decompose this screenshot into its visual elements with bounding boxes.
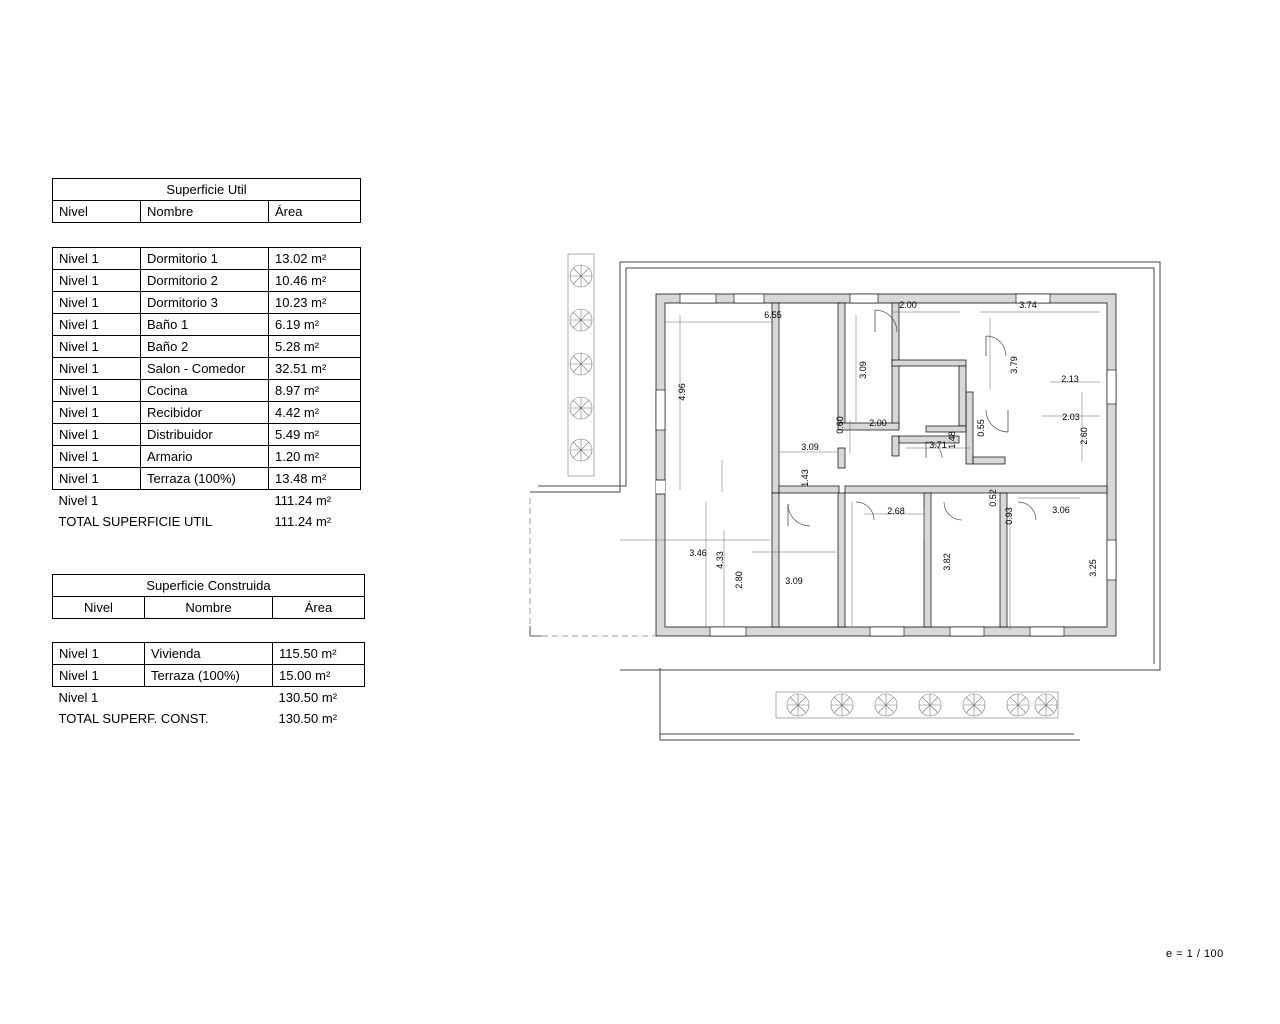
dim-2-68: 2.68 (887, 506, 905, 516)
scale-note: e = 1 / 100 (1166, 948, 1224, 960)
column-header-nombre: Nombre (141, 201, 269, 223)
cell-total-label: TOTAL SUPERFICIE UTIL (58, 514, 213, 529)
cell-area: 1.20 m² (269, 446, 361, 468)
column-header-nivel: Nivel (53, 201, 141, 223)
cell-nivel: Nivel 1 (53, 248, 141, 270)
cell-nivel: Nivel 1 (53, 643, 145, 665)
table-total-row (53, 511, 361, 532)
cell-nombre: Baño 2 (141, 336, 269, 358)
superficie-construida-block (52, 574, 365, 729)
dim-2-00-mid: 2.00 (869, 418, 887, 428)
cell-subtotal-nivel: Nivel 1 (58, 493, 99, 508)
superficie-util-title: Superficie Util (53, 179, 361, 201)
cell-total-label: TOTAL SUPERF. CONST. (58, 711, 209, 726)
cell-area: 15.00 m² (273, 665, 365, 687)
cell-subtotal-nombre (145, 687, 273, 709)
table-row (53, 292, 361, 314)
cell-nombre: Distribuidor (141, 424, 269, 446)
cell-nombre: Dormitorio 3 (141, 292, 269, 314)
table-row (53, 358, 361, 380)
cell-nombre: Terraza (100%) (141, 468, 269, 490)
cell-nivel: Nivel 1 (53, 270, 141, 292)
cell-area: 5.49 m² (269, 424, 361, 446)
interior-partitions (772, 303, 1107, 627)
dim-0-52: 0.52 (988, 489, 998, 507)
dim-0-60: 0.60 (835, 416, 845, 434)
dim-3-46: 3.46 (689, 548, 707, 558)
dim-2-13: 2.13 (1061, 374, 1079, 384)
dim-3-09-b: 3.09 (785, 576, 803, 586)
cell-area: 8.97 m² (269, 380, 361, 402)
cell-nombre: Recibidor (141, 402, 269, 424)
cell-total-area: 130.50 m² (278, 711, 338, 726)
cell-area: 115.50 m² (273, 643, 365, 665)
cell-nivel: Nivel 1 (53, 292, 141, 314)
dim-0-93: 0.93 (1004, 507, 1014, 525)
dim-3-09-a: 3.09 (801, 442, 819, 452)
terrace-outline (530, 498, 656, 636)
cell-subtotal-nivel: Nivel 1 (58, 690, 99, 705)
table-row (53, 380, 361, 402)
table-row (53, 314, 361, 336)
cell-area: 6.19 m² (269, 314, 361, 336)
table-header-row (53, 201, 361, 223)
dim-1-43: 1.43 (800, 469, 810, 487)
table-subtotal-row (53, 490, 361, 512)
house-walls (656, 294, 1116, 636)
column-header-nombre: Nombre (145, 597, 273, 619)
cell-area: 32.51 m² (269, 358, 361, 380)
dimension-labels (677, 300, 1098, 589)
dim-2-00-top: 2.00 (899, 300, 917, 310)
cell-subtotal-nombre (141, 490, 269, 512)
dim-4-33: 4.33 (715, 551, 725, 569)
table-row (53, 665, 365, 687)
dim-4-96: 4.96 (677, 383, 687, 401)
superficie-construida-rows (52, 642, 365, 729)
floor-plan-svg (520, 240, 1220, 760)
table-row (53, 468, 361, 490)
column-header-area: Área (269, 201, 361, 223)
cell-nombre: Cocina (141, 380, 269, 402)
column-header-area: Área (273, 597, 365, 619)
dim-1-48: 1.48 (947, 431, 957, 449)
superficie-construida-title: Superficie Construida (53, 575, 365, 597)
cell-nivel: Nivel 1 (53, 446, 141, 468)
table-row (53, 402, 361, 424)
superficie-util-rows (52, 247, 361, 532)
cell-nombre: Dormitorio 1 (141, 248, 269, 270)
floor-plan-drawing (520, 240, 1220, 760)
cell-nivel: Nivel 1 (53, 402, 141, 424)
dim-3-82: 3.82 (942, 553, 952, 571)
windows (656, 294, 1116, 636)
superficie-util-table (52, 178, 361, 223)
cell-nivel: Nivel 1 (53, 314, 141, 336)
cell-area: 10.46 m² (269, 270, 361, 292)
hedge-left (568, 254, 594, 476)
cell-nivel: Nivel 1 (53, 336, 141, 358)
table-row (53, 446, 361, 468)
cell-nombre: Baño 1 (141, 314, 269, 336)
terrace-corner (530, 626, 542, 636)
table-total-row (53, 708, 365, 729)
cell-nombre: Armario (141, 446, 269, 468)
cell-nivel: Nivel 1 (53, 380, 141, 402)
dim-2-80: 2.80 (734, 571, 744, 589)
cell-subtotal-area: 111.24 m² (274, 493, 332, 508)
dim-3-06: 3.06 (1052, 505, 1070, 515)
table-row (53, 270, 361, 292)
table-row (53, 336, 361, 358)
dim-3-71: 3.71 (929, 440, 947, 450)
table-title-row (53, 575, 365, 597)
table-row (53, 643, 365, 665)
dim-0-55: 0.55 (976, 419, 986, 437)
dim-3-25: 3.25 (1088, 559, 1098, 577)
cell-nivel: Nivel 1 (53, 665, 145, 687)
hedge-bottom (776, 692, 1058, 718)
dim-3-74: 3.74 (1019, 300, 1037, 310)
dim-2-03: 2.03 (1062, 412, 1080, 422)
cell-area: 13.02 m² (269, 248, 361, 270)
cell-nombre: Vivienda (145, 643, 273, 665)
cell-nombre: Salon - Comedor (141, 358, 269, 380)
cell-area: 10.23 m² (269, 292, 361, 314)
table-title-row (53, 179, 361, 201)
table-row (53, 248, 361, 270)
cell-nombre: Dormitorio 2 (141, 270, 269, 292)
cell-area: 4.42 m² (269, 402, 361, 424)
table-row (53, 424, 361, 446)
cell-subtotal-area: 130.50 m² (278, 690, 338, 705)
superficie-construida-table (52, 574, 365, 619)
superficie-util-block (52, 178, 361, 532)
cell-area: 13.48 m² (269, 468, 361, 490)
cell-total-area: 111.24 m² (274, 514, 332, 529)
dim-6-55: 6.55 (764, 310, 782, 320)
cell-nivel: Nivel 1 (53, 358, 141, 380)
column-header-nivel: Nivel (53, 597, 145, 619)
cell-nivel: Nivel 1 (53, 424, 141, 446)
cell-nivel: Nivel 1 (53, 468, 141, 490)
cell-nombre: Terraza (100%) (145, 665, 273, 687)
dim-2-60: 2.60 (1079, 427, 1089, 445)
door-swings (788, 310, 1036, 526)
dim-3-79: 3.79 (1009, 356, 1019, 374)
cell-area: 5.28 m² (269, 336, 361, 358)
table-header-row (53, 597, 365, 619)
dim-3-09-vertical: 3.09 (858, 361, 868, 379)
table-subtotal-row (53, 687, 365, 709)
dimension-lines (620, 312, 1100, 630)
